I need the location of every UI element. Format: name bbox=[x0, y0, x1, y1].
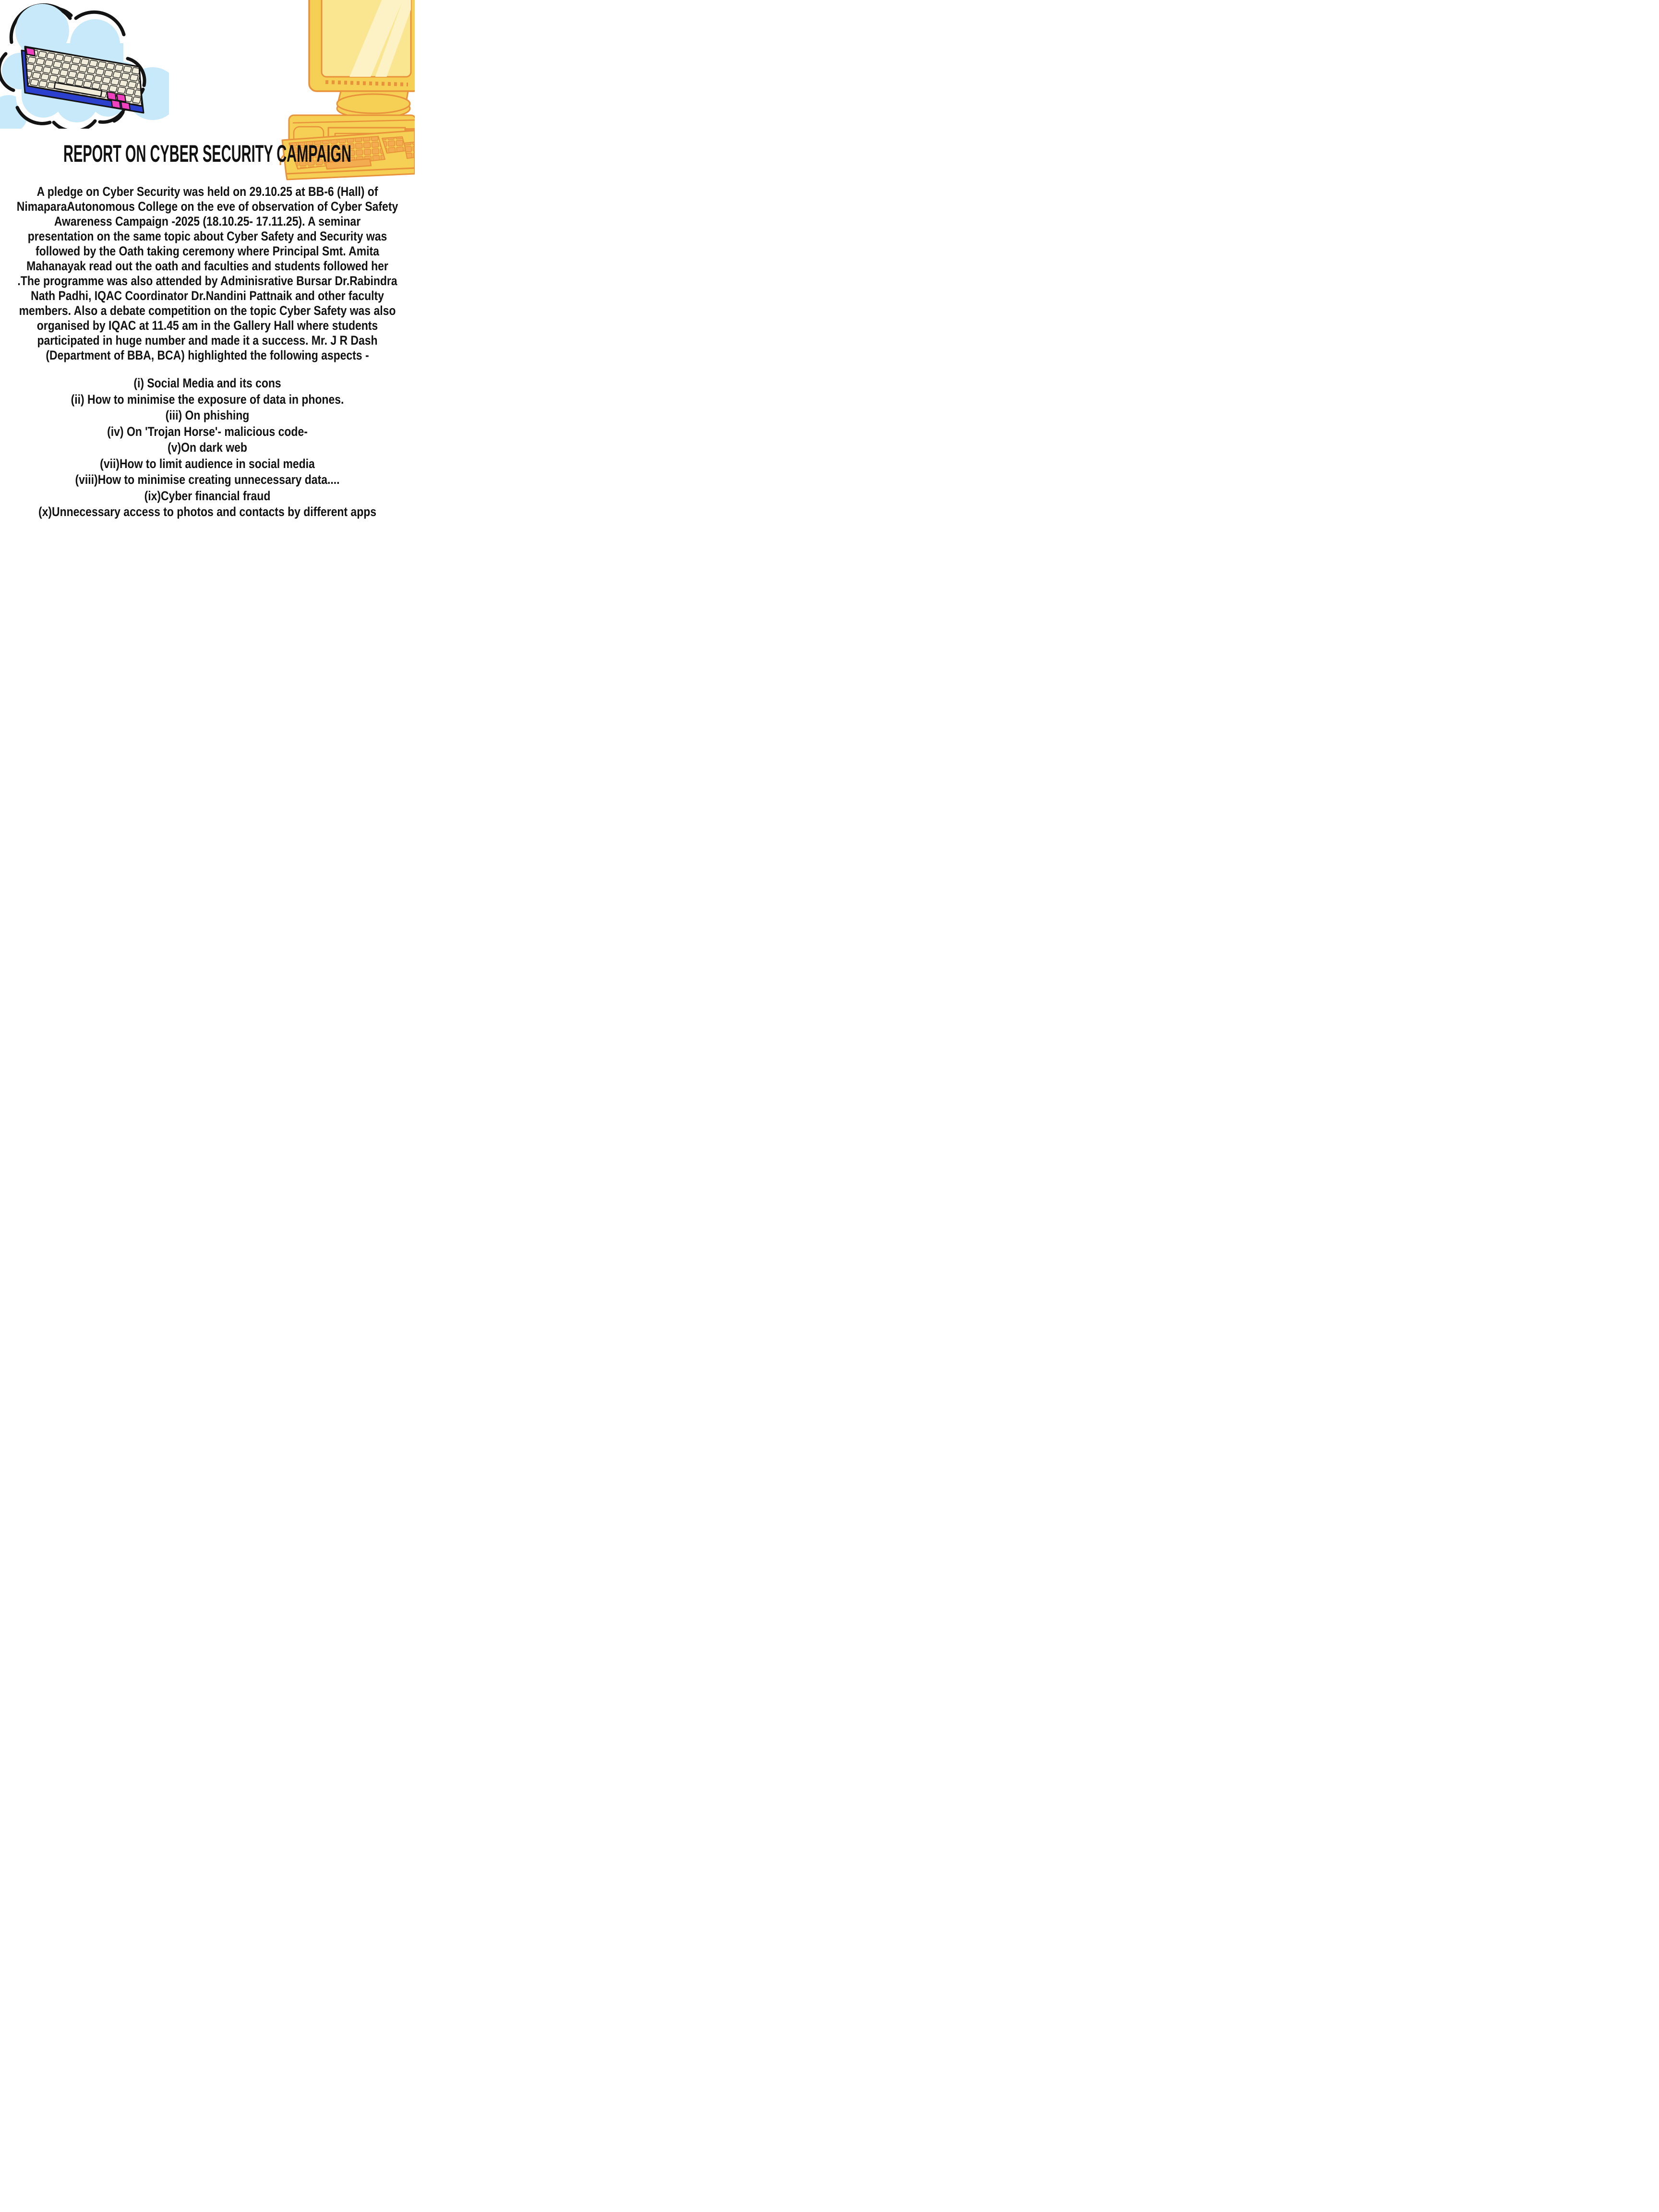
list-item: (ii) How to minimise the exposure of data in phones. bbox=[71, 392, 344, 407]
report-paragraph bbox=[0, 184, 415, 363]
paragraph-line: Mahanayak read out the oath and faculties and students followed her bbox=[26, 259, 388, 273]
paragraph-line: followed by the Oath taking ceremony where Principal Smt. Amita bbox=[36, 244, 379, 258]
list-item: (i) Social Media and its cons bbox=[133, 376, 281, 390]
list-item: (x)Unnecessary access to photos and contacts by different apps bbox=[38, 505, 376, 519]
list-item: (v)On dark web bbox=[168, 440, 247, 455]
page-title: REPORT ON CYBER SECURITY CAMPAIGN bbox=[63, 140, 351, 167]
report-page bbox=[0, 0, 415, 553]
paragraph-line: Nath Padhi, IQAC Coordinator Dr.Nandini Pattnaik and other faculty bbox=[31, 289, 384, 303]
list-item: (iii) On phishing bbox=[165, 408, 250, 422]
cloud-keyboard-illustration bbox=[0, 0, 169, 129]
paragraph-line: .The programme was also attended by Adminisrative Bursar Dr.Rabindra bbox=[17, 274, 397, 288]
paragraph-line: members. Also a debate competition on the topic Cyber Safety was also bbox=[19, 303, 396, 318]
paragraph-line: Awareness Campaign -2025 (18.10.25- 17.11.25). A seminar bbox=[54, 214, 361, 228]
aspects-list bbox=[0, 375, 415, 520]
paragraph-line: presentation on the same topic about Cyber Safety and Security was bbox=[27, 229, 387, 243]
list-item: (viii)How to minimise creating unnecessary data.... bbox=[75, 472, 340, 487]
list-item: (iv) On 'Trojan Horse'- malicious code- bbox=[107, 424, 308, 439]
paragraph-line: participated in huge number and made it a success. Mr. J R Dash bbox=[37, 333, 378, 348]
paragraph-line: A pledge on Cyber Security was held on 29.10.25 at BB-6 (Hall) of bbox=[36, 184, 378, 199]
list-item: (vii)How to limit audience in social media bbox=[100, 456, 315, 471]
paragraph-line: organised by IQAC at 11.45 am in the Gallery Hall where students bbox=[36, 318, 378, 333]
paragraph-line: (Department of BBA, BCA) highlighted the following aspects - bbox=[46, 348, 369, 362]
paragraph-line: NimaparaAutonomous College on the eve of observation of Cyber Safety bbox=[16, 199, 398, 214]
list-item: (ix)Cyber financial fraud bbox=[144, 488, 271, 503]
